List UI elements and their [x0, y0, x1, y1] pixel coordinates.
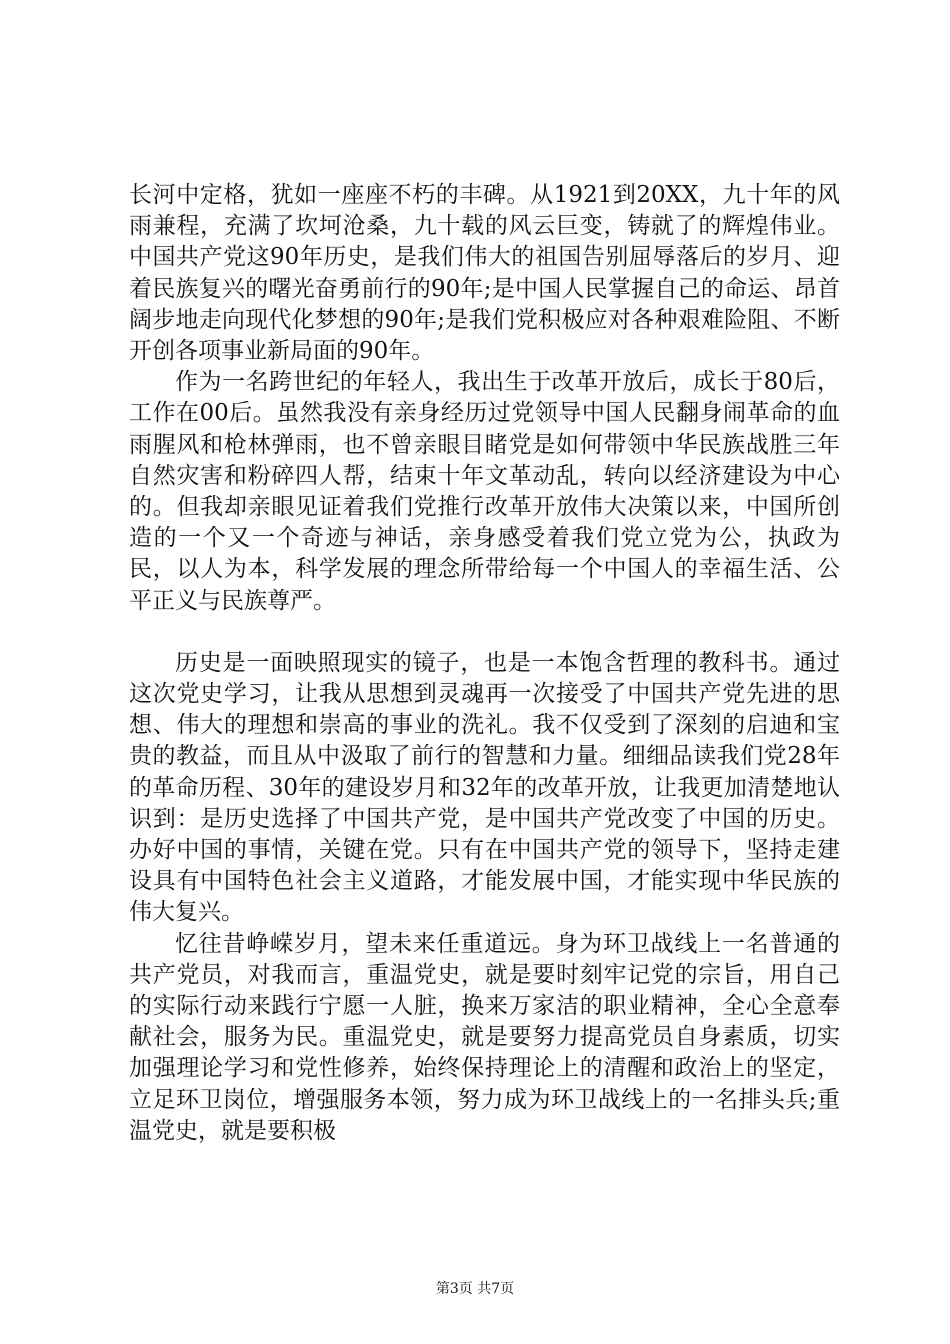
paragraph-4: 忆往昔峥嵘岁月，望未来任重道远。身为环卫战线上一名普通的共产党员，对我而言，重温党史，就是要时刻牢记党的宗旨，用自己的实际行动来践行宁愿一人脏，换来万家洁的职业精神，全心全意奉献社会，服务为民。重温党史，就是要努力提高党员自身素质，切实加强理论学习和党性修养，始终保持理论上的清醒和政治上的坚定，立足环卫岗位，增强服务本领，努力成为环卫战线上的一名排头兵;重温党史，就是要积极 [129, 930, 840, 1144]
page-number: 第3页 共7页 [435, 1281, 515, 1297]
document-body [129, 180, 840, 1147]
paragraph-spacer [129, 617, 840, 648]
page-footer [0, 1278, 950, 1298]
paragraph-1: 长河中定格，犹如一座座不朽的丰碑。从1921到20XX，九十年的风雨兼程，充满了坎坷沧桑，九十载的风云巨变，铸就了的辉煌伟业。中国共产党这90年历史，是我们伟大的祖国告别屈辱落后的岁月、迎着民族复兴的曙光奋勇前行的90年;是中国人民掌握自己的命运、昂首阔步地走向现代化梦想的90年;是我们党积极应对各种艰难险阻、不断开创各项事业新局面的90年。 [129, 182, 840, 365]
paragraph-3: 历史是一面映照现实的镜子，也是一本饱含哲理的教科书。通过这次党史学习，让我从思想到灵魂再一次接受了中国共产党先进的思想、伟大的理想和崇高的事业的洗礼。我不仅受到了深刻的启迪和宝贵的教益，而且从中汲取了前行的智慧和力量。细细品读我们党28年的革命历程、30年的建设岁月和32年的改革开放，让我更加清楚地认识到：是历史选择了中国共产党，是中国共产党改变了中国的历史。办好中国的事情，关键在党。只有在中国共产党的领导下，坚持走建设具有中国特色社会主义道路，才能发展中国，才能实现中华民族的伟大复兴。 [129, 649, 840, 926]
paragraph-2: 作为一名跨世纪的年轻人，我出生于改革开放后，成长于80后，工作在00后。虽然我没有亲身经历过党领导中国人民翻身闹革命的血雨腥风和枪林弹雨，也不曾亲眼目睹党是如何带领中华民族战胜三年自然灾害和粉碎四人帮，结束十年文革动乱，转向以经济建设为中心的。但我却亲眼见证着我们党推行改革开放伟大决策以来，中国所创造的一个又一个奇迹与神话，亲身感受着我们党立党为公，执政为民，以人为本，科学发展的理念所带给每一个中国人的幸福生活、公平正义与民族尊严。 [129, 369, 840, 614]
